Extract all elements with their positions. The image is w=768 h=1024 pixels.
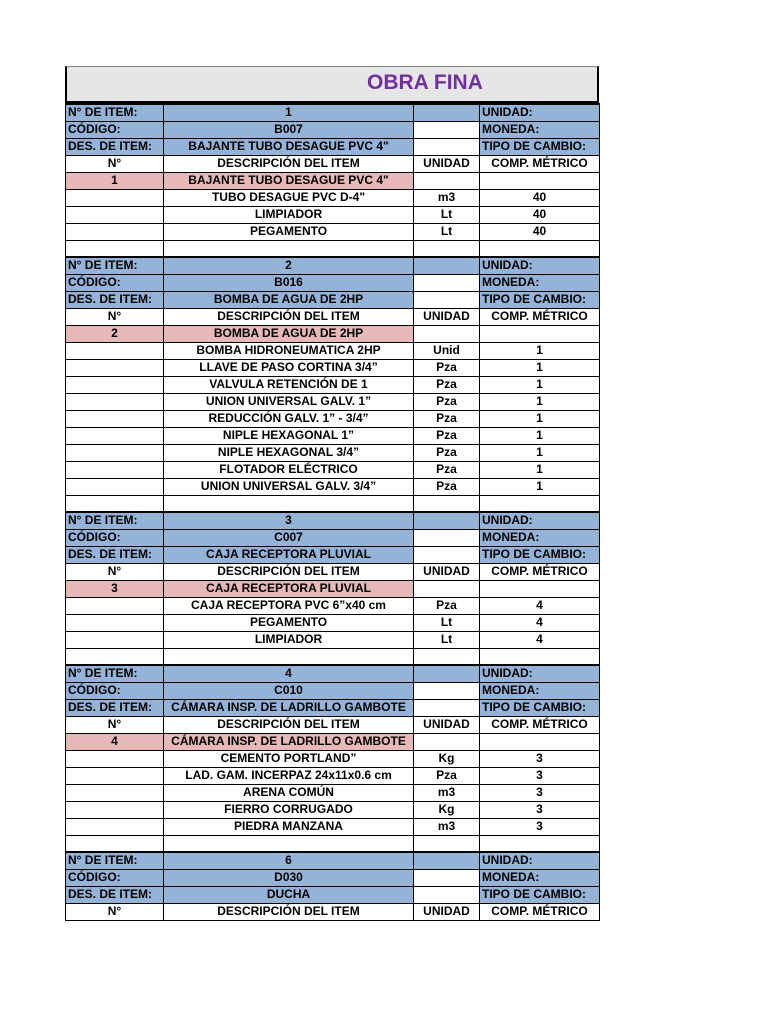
component-blank-cell bbox=[66, 767, 164, 784]
component-blank-cell bbox=[66, 342, 164, 359]
component-unit: Lt bbox=[414, 631, 480, 648]
header-blank-cell bbox=[414, 852, 480, 869]
currency-label: MONEDA: bbox=[480, 682, 600, 699]
component-description: PIEDRA MANZANA bbox=[164, 818, 414, 835]
empty-cell bbox=[66, 648, 164, 665]
summary-blank-cell bbox=[414, 580, 480, 597]
column-header-row bbox=[66, 308, 600, 325]
exchange-label: TIPO DE CAMBIO: bbox=[480, 546, 600, 563]
component-description: CAJA RECEPTORA PVC 6”x40 cm bbox=[164, 597, 414, 614]
component-quantity: 3 bbox=[480, 818, 600, 835]
col-header-unit: UNIDAD bbox=[414, 155, 480, 172]
component-blank-cell bbox=[66, 206, 164, 223]
item-header-desc-row bbox=[66, 138, 600, 155]
item-summary-row bbox=[66, 580, 600, 597]
item-header-code-row bbox=[66, 869, 600, 886]
col-header-metric: COMP. MÉTRICO bbox=[480, 563, 600, 580]
col-header-unit: UNIDAD bbox=[414, 903, 480, 920]
component-unit: m3 bbox=[414, 189, 480, 206]
item-header-number-row bbox=[66, 257, 600, 274]
col-header-unit: UNIDAD bbox=[414, 716, 480, 733]
component-unit: Lt bbox=[414, 206, 480, 223]
empty-cell bbox=[480, 495, 600, 512]
component-quantity: 4 bbox=[480, 631, 600, 648]
component-quantity: 3 bbox=[480, 767, 600, 784]
component-description: NIPLE HEXAGONAL 1” bbox=[164, 427, 414, 444]
spacer-row bbox=[66, 835, 600, 852]
component-quantity: 4 bbox=[480, 597, 600, 614]
empty-cell bbox=[66, 495, 164, 512]
summary-blank-cell bbox=[480, 325, 600, 342]
column-header-row bbox=[66, 903, 600, 920]
exchange-label: TIPO DE CAMBIO: bbox=[480, 291, 600, 308]
desc-label: DES. DE ITEM: bbox=[66, 546, 164, 563]
component-quantity: 1 bbox=[480, 410, 600, 427]
component-description: VALVULA RETENCIÓN DE 1 bbox=[164, 376, 414, 393]
column-header-row bbox=[66, 716, 600, 733]
currency-label: MONEDA: bbox=[480, 274, 600, 291]
component-unit: Kg bbox=[414, 750, 480, 767]
desc-label: DES. DE ITEM: bbox=[66, 886, 164, 903]
col-header-desc: DESCRIPCIÓN DEL ITEM bbox=[164, 716, 414, 733]
empty-cell bbox=[164, 495, 414, 512]
component-blank-cell bbox=[66, 631, 164, 648]
component-row bbox=[66, 393, 600, 410]
component-quantity: 1 bbox=[480, 444, 600, 461]
item-summary-row bbox=[66, 172, 600, 189]
currency-label: MONEDA: bbox=[480, 121, 600, 138]
code-label: CÓDIGO: bbox=[66, 529, 164, 546]
col-header-desc: DESCRIPCIÓN DEL ITEM bbox=[164, 903, 414, 920]
component-unit: Pza bbox=[414, 444, 480, 461]
code-label: CÓDIGO: bbox=[66, 682, 164, 699]
component-quantity: 40 bbox=[480, 189, 600, 206]
exchange-label: TIPO DE CAMBIO: bbox=[480, 138, 600, 155]
component-blank-cell bbox=[66, 597, 164, 614]
component-quantity: 1 bbox=[480, 342, 600, 359]
summary-description: BOMBA DE AGUA DE 2HP bbox=[164, 325, 414, 342]
code-value: D030 bbox=[164, 869, 414, 886]
component-unit: Pza bbox=[414, 376, 480, 393]
item-header-desc-row bbox=[66, 291, 600, 308]
items-table bbox=[65, 103, 600, 921]
item-header-code-row bbox=[66, 121, 600, 138]
code-value: C007 bbox=[164, 529, 414, 546]
item-number-label: N° DE ITEM: bbox=[66, 257, 164, 274]
summary-description: BAJANTE TUBO DESAGUE PVC 4" bbox=[164, 172, 414, 189]
code-value: B007 bbox=[164, 121, 414, 138]
empty-cell bbox=[480, 648, 600, 665]
unit-label: UNIDAD: bbox=[480, 104, 600, 121]
col-header-metric: COMP. MÉTRICO bbox=[480, 716, 600, 733]
desc-label: DES. DE ITEM: bbox=[66, 138, 164, 155]
summary-blank-cell bbox=[414, 733, 480, 750]
unit-label: UNIDAD: bbox=[480, 852, 600, 869]
desc-value: BOMBA DE AGUA DE 2HP bbox=[164, 291, 414, 308]
empty-cell bbox=[414, 835, 480, 852]
component-unit: Pza bbox=[414, 767, 480, 784]
component-row bbox=[66, 478, 600, 495]
code-value: B016 bbox=[164, 274, 414, 291]
col-header-n: N° bbox=[66, 903, 164, 920]
desc-value: DUCHA bbox=[164, 886, 414, 903]
component-unit: Pza bbox=[414, 427, 480, 444]
component-blank-cell bbox=[66, 359, 164, 376]
spacer-row bbox=[66, 495, 600, 512]
component-blank-cell bbox=[66, 801, 164, 818]
header-blank-cell bbox=[414, 138, 480, 155]
desc-label: DES. DE ITEM: bbox=[66, 699, 164, 716]
component-row bbox=[66, 461, 600, 478]
component-blank-cell bbox=[66, 750, 164, 767]
item-number-label: N° DE ITEM: bbox=[66, 665, 164, 682]
component-row bbox=[66, 223, 600, 240]
item-number-label: N° DE ITEM: bbox=[66, 852, 164, 869]
component-description: REDUCCIÓN GALV. 1” - 3/4” bbox=[164, 410, 414, 427]
unit-label: UNIDAD: bbox=[480, 665, 600, 682]
component-quantity: 1 bbox=[480, 427, 600, 444]
component-unit: Pza bbox=[414, 461, 480, 478]
component-description: NIPLE HEXAGONAL 3/4” bbox=[164, 444, 414, 461]
column-header-row bbox=[66, 155, 600, 172]
exchange-label: TIPO DE CAMBIO: bbox=[480, 886, 600, 903]
component-description: LIMPIADOR bbox=[164, 631, 414, 648]
summary-number: 2 bbox=[66, 325, 164, 342]
item-header-number-row bbox=[66, 665, 600, 682]
code-label: CÓDIGO: bbox=[66, 274, 164, 291]
unit-label: UNIDAD: bbox=[480, 512, 600, 529]
component-unit: Lt bbox=[414, 223, 480, 240]
component-description: CEMENTO PORTLAND” bbox=[164, 750, 414, 767]
empty-cell bbox=[66, 240, 164, 257]
item-header-number-row bbox=[66, 512, 600, 529]
component-blank-cell bbox=[66, 818, 164, 835]
component-quantity: 40 bbox=[480, 223, 600, 240]
summary-number: 1 bbox=[66, 172, 164, 189]
currency-label: MONEDA: bbox=[480, 869, 600, 886]
component-description: UNION UNIVERSAL GALV. 1” bbox=[164, 393, 414, 410]
summary-blank-cell bbox=[480, 733, 600, 750]
item-header-code-row bbox=[66, 274, 600, 291]
col-header-n: N° bbox=[66, 716, 164, 733]
item-summary-row bbox=[66, 733, 600, 750]
header-blank-cell bbox=[414, 682, 480, 699]
component-blank-cell bbox=[66, 223, 164, 240]
component-row bbox=[66, 801, 600, 818]
item-number-value: 6 bbox=[164, 852, 414, 869]
component-blank-cell bbox=[66, 478, 164, 495]
column-header-row bbox=[66, 563, 600, 580]
empty-cell bbox=[480, 240, 600, 257]
item-header-number-row bbox=[66, 852, 600, 869]
component-description: BOMBA HIDRONEUMATICA 2HP bbox=[164, 342, 414, 359]
component-quantity: 1 bbox=[480, 393, 600, 410]
empty-cell bbox=[414, 495, 480, 512]
header-blank-cell bbox=[414, 257, 480, 274]
component-quantity: 1 bbox=[480, 359, 600, 376]
summary-description: CAJA RECEPTORA PLUVIAL bbox=[164, 580, 414, 597]
header-blank-cell bbox=[414, 886, 480, 903]
component-row bbox=[66, 376, 600, 393]
spacer-row bbox=[66, 648, 600, 665]
col-header-desc: DESCRIPCIÓN DEL ITEM bbox=[164, 563, 414, 580]
component-description: TUBO DESAGUE PVC D-4" bbox=[164, 189, 414, 206]
item-header-number-row bbox=[66, 104, 600, 121]
summary-blank-cell bbox=[414, 325, 480, 342]
summary-blank-cell bbox=[480, 172, 600, 189]
col-header-unit: UNIDAD bbox=[414, 308, 480, 325]
col-header-metric: COMP. MÉTRICO bbox=[480, 308, 600, 325]
desc-label: DES. DE ITEM: bbox=[66, 291, 164, 308]
component-row bbox=[66, 784, 600, 801]
component-description: UNION UNIVERSAL GALV. 3/4” bbox=[164, 478, 414, 495]
component-row bbox=[66, 410, 600, 427]
item-number-value: 3 bbox=[164, 512, 414, 529]
exchange-label: TIPO DE CAMBIO: bbox=[480, 699, 600, 716]
component-description: PEGAMENTO bbox=[164, 223, 414, 240]
component-blank-cell bbox=[66, 427, 164, 444]
desc-value: CAJA RECEPTORA PLUVIAL bbox=[164, 546, 414, 563]
summary-blank-cell bbox=[480, 580, 600, 597]
component-row bbox=[66, 750, 600, 767]
item-header-desc-row bbox=[66, 546, 600, 563]
component-unit: m3 bbox=[414, 818, 480, 835]
component-row bbox=[66, 189, 600, 206]
component-quantity: 4 bbox=[480, 614, 600, 631]
col-header-metric: COMP. MÉTRICO bbox=[480, 903, 600, 920]
component-unit: Pza bbox=[414, 393, 480, 410]
item-header-desc-row bbox=[66, 886, 600, 903]
item-header-code-row bbox=[66, 529, 600, 546]
header-blank-cell bbox=[414, 291, 480, 308]
component-blank-cell bbox=[66, 376, 164, 393]
component-description: ARENA COMÚN bbox=[164, 784, 414, 801]
spacer-row bbox=[66, 240, 600, 257]
code-label: CÓDIGO: bbox=[66, 869, 164, 886]
summary-number: 3 bbox=[66, 580, 164, 597]
col-header-n: N° bbox=[66, 308, 164, 325]
component-description: FIERRO CORRUGADO bbox=[164, 801, 414, 818]
component-unit: Lt bbox=[414, 614, 480, 631]
header-blank-cell bbox=[414, 121, 480, 138]
item-number-label: N° DE ITEM: bbox=[66, 104, 164, 121]
component-row bbox=[66, 359, 600, 376]
component-row bbox=[66, 342, 600, 359]
component-unit: Pza bbox=[414, 359, 480, 376]
desc-value: BAJANTE TUBO DESAGUE PVC 4" bbox=[164, 138, 414, 155]
empty-cell bbox=[164, 835, 414, 852]
empty-cell bbox=[414, 648, 480, 665]
sheet-title: OBRA FINA bbox=[367, 71, 483, 94]
component-blank-cell bbox=[66, 444, 164, 461]
component-blank-cell bbox=[66, 189, 164, 206]
component-row bbox=[66, 818, 600, 835]
item-number-value: 2 bbox=[164, 257, 414, 274]
summary-blank-cell bbox=[414, 172, 480, 189]
unit-label: UNIDAD: bbox=[480, 257, 600, 274]
header-blank-cell bbox=[414, 274, 480, 291]
item-number-value: 1 bbox=[164, 104, 414, 121]
empty-cell bbox=[66, 835, 164, 852]
item-header-desc-row bbox=[66, 699, 600, 716]
component-quantity: 3 bbox=[480, 750, 600, 767]
component-description: PEGAMENTO bbox=[164, 614, 414, 631]
component-description: LIMPIADOR bbox=[164, 206, 414, 223]
component-quantity: 40 bbox=[480, 206, 600, 223]
component-blank-cell bbox=[66, 614, 164, 631]
col-header-desc: DESCRIPCIÓN DEL ITEM bbox=[164, 155, 414, 172]
desc-value: CÁMARA INSP. DE LADRILLO GAMBOTE bbox=[164, 699, 414, 716]
component-row bbox=[66, 427, 600, 444]
component-quantity: 3 bbox=[480, 801, 600, 818]
component-blank-cell bbox=[66, 784, 164, 801]
col-header-metric: COMP. MÉTRICO bbox=[480, 155, 600, 172]
header-blank-cell bbox=[414, 869, 480, 886]
component-unit: m3 bbox=[414, 784, 480, 801]
spreadsheet bbox=[65, 66, 599, 921]
component-quantity: 1 bbox=[480, 461, 600, 478]
component-row bbox=[66, 444, 600, 461]
header-blank-cell bbox=[414, 665, 480, 682]
header-blank-cell bbox=[414, 529, 480, 546]
col-header-unit: UNIDAD bbox=[414, 563, 480, 580]
component-row bbox=[66, 767, 600, 784]
component-quantity: 1 bbox=[480, 478, 600, 495]
component-unit: Unid bbox=[414, 342, 480, 359]
empty-cell bbox=[164, 648, 414, 665]
col-header-n: N° bbox=[66, 563, 164, 580]
component-description: FLOTADOR ELÉCTRICO bbox=[164, 461, 414, 478]
header-blank-cell bbox=[414, 104, 480, 121]
component-blank-cell bbox=[66, 461, 164, 478]
summary-number: 4 bbox=[66, 733, 164, 750]
component-blank-cell bbox=[66, 410, 164, 427]
component-unit: Kg bbox=[414, 801, 480, 818]
component-unit: Pza bbox=[414, 410, 480, 427]
header-blank-cell bbox=[414, 512, 480, 529]
component-row bbox=[66, 597, 600, 614]
component-quantity: 3 bbox=[480, 784, 600, 801]
col-header-desc: DESCRIPCIÓN DEL ITEM bbox=[164, 308, 414, 325]
component-description: LAD. GAM. INCERPAZ 24x11x0.6 cm bbox=[164, 767, 414, 784]
component-row bbox=[66, 206, 600, 223]
header-blank-cell bbox=[414, 699, 480, 716]
empty-cell bbox=[414, 240, 480, 257]
code-value: C010 bbox=[164, 682, 414, 699]
currency-label: MONEDA: bbox=[480, 529, 600, 546]
component-description: LLAVE DE PASO CORTINA 3/4” bbox=[164, 359, 414, 376]
component-row bbox=[66, 631, 600, 648]
col-header-n: N° bbox=[66, 155, 164, 172]
component-row bbox=[66, 614, 600, 631]
component-unit: Pza bbox=[414, 597, 480, 614]
item-number-label: N° DE ITEM: bbox=[66, 512, 164, 529]
empty-cell bbox=[480, 835, 600, 852]
item-number-value: 4 bbox=[164, 665, 414, 682]
component-blank-cell bbox=[66, 393, 164, 410]
component-unit: Pza bbox=[414, 478, 480, 495]
header-blank-cell bbox=[414, 546, 480, 563]
empty-cell bbox=[164, 240, 414, 257]
item-header-code-row bbox=[66, 682, 600, 699]
item-summary-row bbox=[66, 325, 600, 342]
title-row bbox=[65, 66, 599, 103]
component-quantity: 1 bbox=[480, 376, 600, 393]
summary-description: CÁMARA INSP. DE LADRILLO GAMBOTE bbox=[164, 733, 414, 750]
code-label: CÓDIGO: bbox=[66, 121, 164, 138]
